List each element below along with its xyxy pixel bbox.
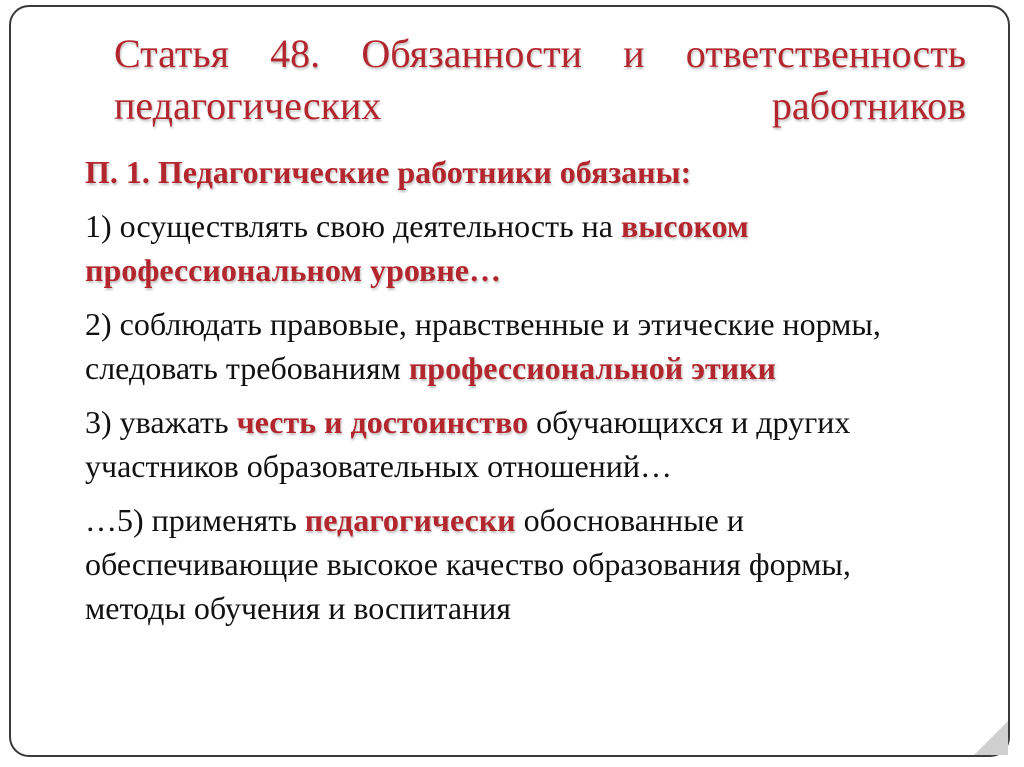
duty-item-1-highlight: высоком профессиональном уровне…	[85, 208, 749, 288]
title-line-1: Статья 48. Обязанности и ответственность	[114, 31, 966, 76]
duty-item-2-highlight: профессиональной этики	[408, 350, 776, 386]
slide-title	[114, 28, 966, 132]
section-heading: П. 1. Педагогические работники обязаны:	[85, 154, 692, 190]
duty-item-5-text: …5) применять	[85, 502, 305, 538]
duty-item-2	[85, 302, 955, 390]
duty-item-3	[85, 400, 955, 488]
page-curl-decoration	[974, 721, 1008, 755]
duty-item-5	[85, 498, 955, 630]
duty-item-5-highlight: педагогически	[304, 502, 516, 538]
duty-item-3-tail: обучающихся и других участников образовательных отношений…	[85, 404, 851, 484]
duty-item-5-tail: обоснованные и обеспечивающие высокое качество образования формы, методы обучения и воспитания	[85, 502, 851, 626]
title-line-2: педагогических работников	[114, 83, 966, 128]
duty-item-1-text: 1) осуществлять свою деятельность на	[85, 208, 621, 244]
duty-item-1	[85, 204, 955, 292]
duty-item-2-text: 2) соблюдать правовые, нравственные и этические нормы, следовать требованиям	[85, 306, 881, 386]
slide-body	[85, 150, 955, 640]
duty-item-3-text: 3) уважать	[85, 404, 237, 440]
duty-item-3-highlight: честь и достоинство	[236, 404, 529, 440]
